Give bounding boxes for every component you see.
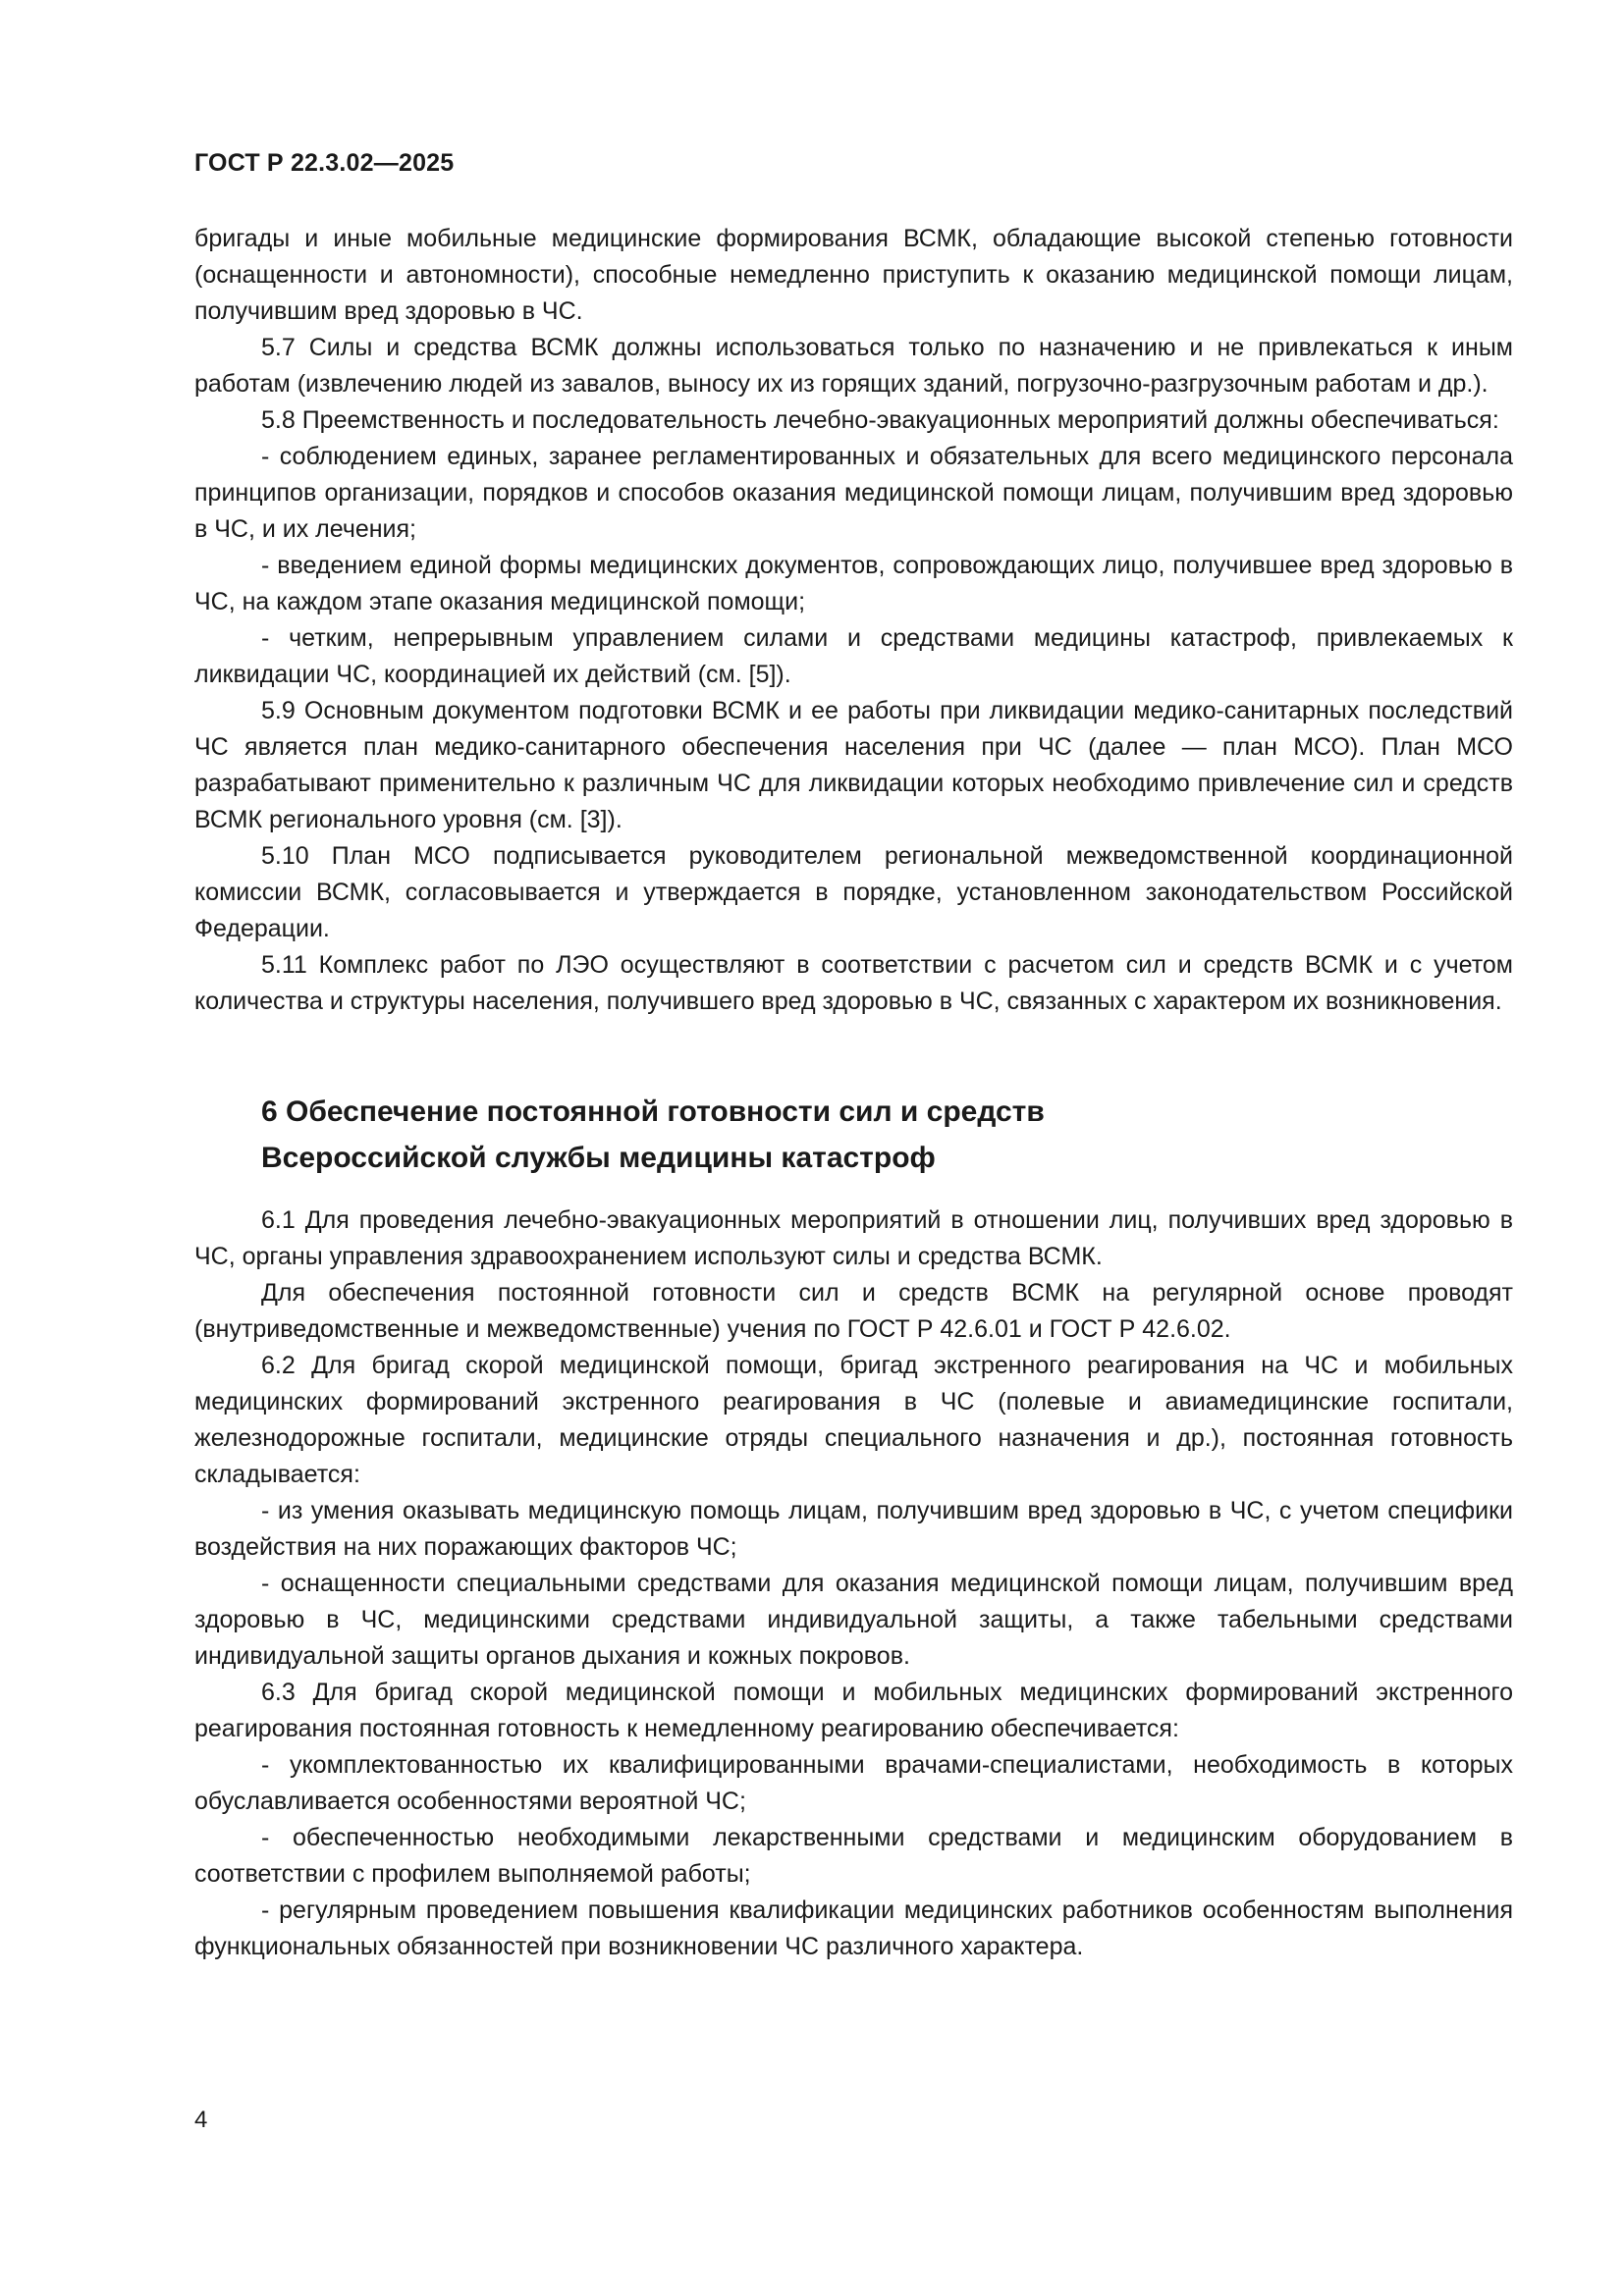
paragraph-5-11: 5.11 Комплекс работ по ЛЭО осуществляют в соответствии с расчетом сил и средств ВСМК и с учетом количества и структуры населения, получившего вред здоровью в ЧС, связанных с характером их возникновения. [194, 951, 1513, 1015]
paragraph-6-3: 6.3 Для бригад скорой медицинской помощи и мобильных медицинских формирований экстренного реагирования постоянная готовность к немедленному реагированию обеспечивается: [194, 1679, 1513, 1742]
section-heading-line: 6 Обеспечение постоянной готовности сил и средств [261, 1095, 1045, 1128]
paragraph: Для обеспечения постоянной готовности сил и средств ВСМК на регулярной основе проводят (внутриведомственные и межведомственные) учения по ГОСТ Р 42.6.01 и ГОСТ Р 42.6.02. [194, 1279, 1513, 1343]
paragraph-5-10: 5.10 План МСО подписывается руководителем региональной межведомственной координационной комиссии ВСМК, согласовывается и утверждается в порядке, установленном законодательством Российской Федерации. [194, 842, 1513, 942]
list-item: - регулярным проведением повышения квалификации медицинских работников особенностям выполнения функциональных обязанностей при возникновении ЧС различного характера. [194, 1896, 1513, 1960]
section-6-heading [194, 1089, 1513, 1181]
list-item: - оснащенности специальными средствами для оказания медицинской помощи лицам, получившим вред здоровью в ЧС, медицинскими средствами индивидуальной защиты, а также табельными средствами индивидуальной защиты органов дыхания и кожных покровов. [194, 1570, 1513, 1670]
paragraph-6-2: 6.2 Для бригад скорой медицинской помощи, бригад экстренного реагирования на ЧС и мобильных медицинских формирований экстренного реагирования в ЧС (полевые и авиамедицинские госпитали, железнодорожные госпитали, медицинские отряды специального назначения и др.), постоянная готовность складывается: [194, 1352, 1513, 1488]
section-heading-line: Всероссийской службы медицины катастроф [261, 1142, 936, 1174]
page-number: 4 [194, 2107, 208, 2133]
list-item: - четким, непрерывным управлением силами и средствами медицины катастроф, привлекаемых к ликвидации ЧС, координацией их действий (см. [5]). [194, 624, 1513, 688]
list-item: - укомплектованностью их квалифицированными врачами-специалистами, необходимость в которых обуславливается особенностями вероятной ЧС; [194, 1751, 1513, 1815]
list-item: - введением единой формы медицинских документов, сопровождающих лицо, получившее вред здоровью в ЧС, на каждом этапе оказания медицинской помощи; [194, 552, 1513, 615]
standard-code-header: ГОСТ Р 22.3.02—2025 [194, 149, 455, 177]
paragraph-5-9: 5.9 Основным документом подготовки ВСМК и ее работы при ликвидации медико-санитарных последствий ЧС является план медико-санитарного обеспечения населения при ЧС (далее — план МСО). План МСО разрабатывают применительно к различным ЧС для ликвидации которых необходимо привлечение сил и средств ВСМК регионального уровня (см. [3]). [194, 697, 1513, 833]
paragraph-5-8: 5.8 Преемственность и последовательность лечебно-эвакуационных мероприятий должны обеспечиваться: [261, 406, 1499, 434]
paragraph-5-7: 5.7 Силы и средства ВСМК должны использоваться только по назначению и не привлекаться к иным работам (извлечению людей из завалов, выносу их из горящих зданий, погрузочно-разгрузочным работам и др.). [194, 334, 1513, 398]
paragraph-continuation: бригады и иные мобильные медицинские формирования ВСМК, обладающие высокой степенью готовности (оснащенности и автономности), способные немедленно приступить к оказанию медицинской помощи лицам, получившим вред здоровью в ЧС. [194, 225, 1513, 325]
paragraph-6-1: 6.1 Для проведения лечебно-эвакуационных мероприятий в отношении лиц, получивших вред здоровью в ЧС, органы управления здравоохранением используют силы и средства ВСМК. [194, 1206, 1513, 1270]
list-item: - соблюдением единых, заранее регламентированных и обязательных для всего медицинского персонала принципов организации, порядков и способов оказания медицинской помощи лицам, получившим вред здоровью в ЧС, и их лечения; [194, 443, 1513, 543]
list-item: - обеспеченностью необходимыми лекарственными средствами и медицинским оборудованием в соответствии с профилем выполняемой работы; [194, 1824, 1513, 1888]
page-content [194, 221, 1513, 1965]
list-item: - из умения оказывать медицинскую помощь лицам, получившим вред здоровью в ЧС, с учетом специфики воздействия на них поражающих факторов ЧС; [194, 1497, 1513, 1561]
